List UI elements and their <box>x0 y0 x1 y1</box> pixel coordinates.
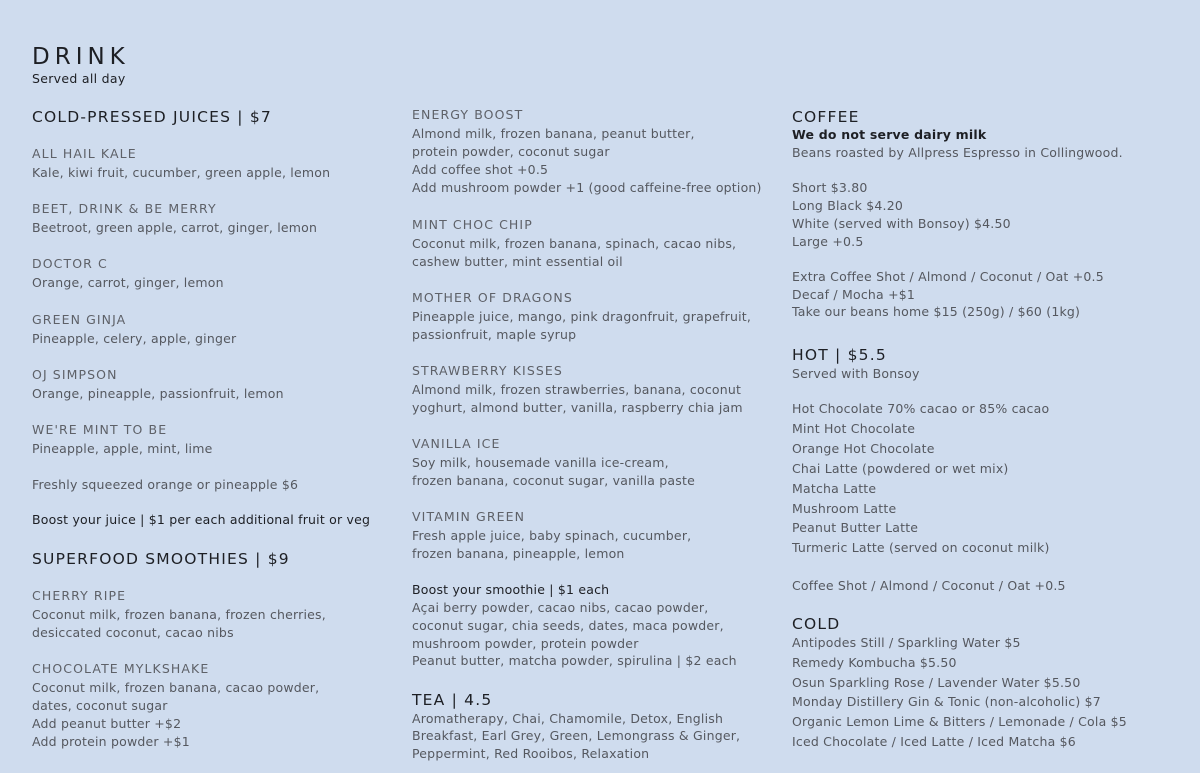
smoothie-name: CHOCOLATE MYLKSHAKE <box>32 661 210 676</box>
tea-heading: TEA | 4.5 <box>412 691 493 709</box>
smoothies-heading: SUPERFOOD SMOOTHIES | $9 <box>32 550 290 568</box>
smoothie-desc: passionfruit, maple syrup <box>412 327 577 342</box>
coffee-dairy-note: We do not serve dairy milk <box>792 127 987 142</box>
hot-item: Turmeric Latte (served on coconut milk) <box>792 540 1050 555</box>
cold-item: Remedy Kombucha $5.50 <box>792 655 957 670</box>
juice-name: WE'RE MINT TO BE <box>32 422 168 437</box>
juice-name: DOCTOR C <box>32 256 108 271</box>
juice-boost-note: Boost your juice | $1 per each additional fruit or veg <box>32 512 371 527</box>
juice-desc: Orange, carrot, ginger, lemon <box>32 275 224 290</box>
juice-name: ALL HAIL KALE <box>32 146 137 161</box>
smoothie-name: CHERRY RIPE <box>32 588 127 603</box>
smoothie-desc: Add coffee shot +0.5 <box>412 162 549 177</box>
smoothie-name: ENERGY BOOST <box>412 107 524 122</box>
smoothie-name: MOTHER OF DRAGONS <box>412 290 573 305</box>
cold-item: Antipodes Still / Sparkling Water $5 <box>792 635 1021 650</box>
hot-item: Matcha Latte <box>792 481 877 496</box>
smoothie-desc: dates, coconut sugar <box>32 698 168 713</box>
juice-desc: Orange, pineapple, passionfruit, lemon <box>32 386 284 401</box>
smoothie-desc: Add peanut butter +$2 <box>32 716 182 731</box>
hot-item: Chai Latte (powdered or wet mix) <box>792 461 1009 476</box>
coffee-price: White (served with Bonsoy) $4.50 <box>792 216 1011 231</box>
smoothie-desc: Fresh apple juice, baby spinach, cucumber, <box>412 528 692 543</box>
smoothie-name: MINT CHOC CHIP <box>412 217 533 232</box>
coffee-extra: Extra Coffee Shot / Almond / Coconut / Oat +0.5 <box>792 269 1104 284</box>
smoothie-desc: frozen banana, pineapple, lemon <box>412 546 625 561</box>
smoothie-desc: Pineapple juice, mango, pink dragonfruit, grapefruit, <box>412 309 752 324</box>
coffee-price: Short $3.80 <box>792 180 868 195</box>
smoothie-name: VANILLA ICE <box>412 436 501 451</box>
hot-item: Mint Hot Chocolate <box>792 421 916 436</box>
smoothie-desc: Coconut milk, frozen banana, frozen cherries, <box>32 607 326 622</box>
smoothie-boost-line: coconut sugar, chia seeds, dates, maca powder, <box>412 618 724 633</box>
page-subtitle: Served all day <box>32 71 126 86</box>
smoothie-desc: Add protein powder +$1 <box>32 734 190 749</box>
smoothie-desc: frozen banana, coconut sugar, vanilla paste <box>412 473 695 488</box>
smoothie-desc: protein powder, coconut sugar <box>412 144 610 159</box>
tea-line: Peppermint, Red Rooibos, Relaxation <box>412 746 650 761</box>
smoothie-desc: Almond milk, frozen strawberries, banana, coconut <box>412 382 742 397</box>
smoothie-desc: cashew butter, mint essential oil <box>412 254 623 269</box>
tea-line: Breakfast, Earl Grey, Green, Lemongrass & Ginger, <box>412 728 741 743</box>
cold-item: Osun Sparkling Rose / Lavender Water $5.50 <box>792 675 1081 690</box>
smoothie-desc: Coconut milk, frozen banana, cacao powder, <box>32 680 320 695</box>
smoothie-desc: Coconut milk, frozen banana, spinach, cacao nibs, <box>412 236 737 251</box>
coffee-price: Long Black $4.20 <box>792 198 904 213</box>
smoothie-desc: Soy milk, housemade vanilla ice-cream, <box>412 455 669 470</box>
smoothie-boost-title: Boost your smoothie | $1 each <box>412 582 610 597</box>
smoothie-boost-line: Açai berry powder, cacao nibs, cacao powder, <box>412 600 709 615</box>
cold-item: Iced Chocolate / Iced Latte / Iced Matcha $6 <box>792 734 1076 749</box>
coffee-beans-note: Beans roasted by Allpress Espresso in Collingwood. <box>792 145 1123 160</box>
juice-name: BEET, DRINK & BE MERRY <box>32 201 217 216</box>
smoothie-name: VITAMIN GREEN <box>412 509 526 524</box>
hot-extra: Coffee Shot / Almond / Coconut / Oat +0.5 <box>792 578 1066 593</box>
smoothie-desc: Almond milk, frozen banana, peanut butter, <box>412 126 695 141</box>
coffee-price: Large +0.5 <box>792 234 864 249</box>
hot-heading: HOT | $5.5 <box>792 346 887 364</box>
coffee-extra: Take our beans home $15 (250g) / $60 (1kg) <box>792 304 1081 319</box>
fresh-juice-note: Freshly squeezed orange or pineapple $6 <box>32 477 299 492</box>
hot-item: Mushroom Latte <box>792 501 897 516</box>
juice-name: OJ SIMPSON <box>32 367 118 382</box>
smoothie-desc: Add mushroom powder +1 (good caffeine-free option) <box>412 180 762 195</box>
hot-item: Peanut Butter Latte <box>792 520 919 535</box>
page-title: DRINK <box>32 44 130 70</box>
coffee-extra: Decaf / Mocha +$1 <box>792 287 916 302</box>
juice-desc: Pineapple, apple, mint, lime <box>32 441 213 456</box>
cold-item: Monday Distillery Gin & Tonic (non-alcoholic) $7 <box>792 694 1101 709</box>
juice-name: GREEN GINJA <box>32 312 127 327</box>
tea-line: Aromatherapy, Chai, Chamomile, Detox, English <box>412 711 724 726</box>
juice-desc: Kale, kiwi fruit, cucumber, green apple, lemon <box>32 165 331 180</box>
smoothie-boost-line: mushroom powder, protein powder <box>412 636 639 651</box>
coffee-heading: COFFEE <box>792 108 860 126</box>
smoothie-name: STRAWBERRY KISSES <box>412 363 563 378</box>
juices-heading: COLD-PRESSED JUICES | $7 <box>32 108 272 126</box>
smoothie-desc: yoghurt, almond butter, vanilla, raspberry chia jam <box>412 400 743 415</box>
smoothie-boost-line: Peanut butter, matcha powder, spirulina | $2 each <box>412 653 737 668</box>
juice-desc: Pineapple, celery, apple, ginger <box>32 331 237 346</box>
cold-item: Organic Lemon Lime & Bitters / Lemonade / Cola $5 <box>792 714 1127 729</box>
hot-note: Served with Bonsoy <box>792 366 920 381</box>
smoothie-desc: desiccated coconut, cacao nibs <box>32 625 234 640</box>
hot-item: Hot Chocolate 70% cacao or 85% cacao <box>792 401 1050 416</box>
hot-item: Orange Hot Chocolate <box>792 441 935 456</box>
menu-header <box>32 44 130 86</box>
juice-desc: Beetroot, green apple, carrot, ginger, lemon <box>32 220 318 235</box>
cold-heading: COLD <box>792 615 841 633</box>
